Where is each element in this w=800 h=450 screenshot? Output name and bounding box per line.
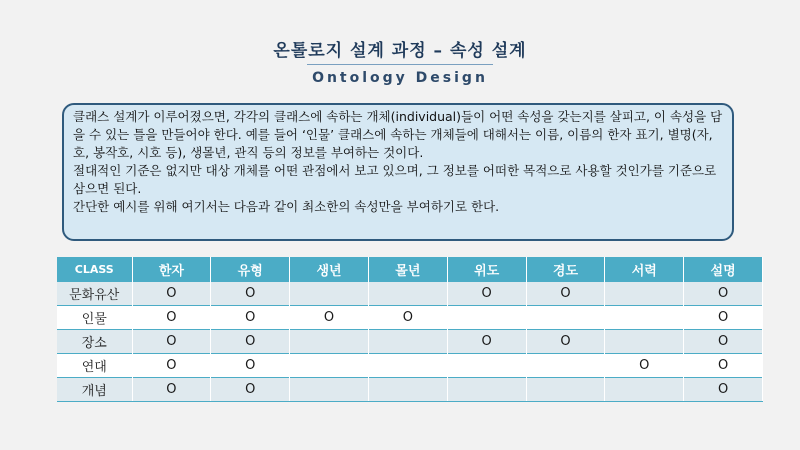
table-row [57,330,763,354]
table-cell [605,282,684,306]
table-cell: O [211,282,290,306]
description-box [62,103,734,241]
table-cell [526,354,605,378]
table-cell: 문화유산 [57,282,132,306]
table-row [57,282,763,306]
attribute-table [57,257,763,402]
table-cell: O [132,378,211,402]
page-subtitle: Ontology Design [312,70,488,86]
header-longitude: 경도 [526,257,605,282]
table-cell: O [684,330,763,354]
table-row [57,354,763,378]
table-cell [605,330,684,354]
table-cell [290,282,369,306]
table-cell [368,378,447,402]
table-cell: O [132,282,211,306]
table-row [57,306,763,330]
table-cell: 인물 [57,306,132,330]
description-paragraph-2: 절대적인 기준은 없지만 대상 개체를 어떤 관점에서 보고 있으며, 그 정보를 어떠한 목적으로 사용할 것인가를 기준으로 삼으면 된다. [73,163,717,196]
table-cell: O [368,306,447,330]
table-cell [290,330,369,354]
table-cell [447,306,526,330]
table-cell: O [132,330,211,354]
table-cell: O [684,306,763,330]
table-header-row [57,257,763,282]
page-title: 온톨로지 설계 과정 – 속성 설계 [273,41,527,61]
table-cell [368,330,447,354]
header-birth-year: 생년 [290,257,369,282]
table-cell: O [447,330,526,354]
table-cell: O [211,378,290,402]
table-cell: O [526,282,605,306]
header-class: CLASS [57,257,132,282]
table-cell [447,354,526,378]
table-cell: O [211,330,290,354]
table-cell: O [684,354,763,378]
header-hanja: 한자 [132,257,211,282]
header-description: 설명 [684,257,763,282]
table-cell: O [447,282,526,306]
table-cell [526,306,605,330]
table-cell [290,354,369,378]
header-death-year: 몰년 [368,257,447,282]
table-cell [290,378,369,402]
table-cell: 연대 [57,354,132,378]
table-row [57,378,763,402]
table-cell: O [605,354,684,378]
table-cell: O [211,306,290,330]
title-divider [307,64,493,65]
header-latitude: 위도 [447,257,526,282]
table-cell [605,306,684,330]
table-cell: O [684,282,763,306]
table-cell [526,378,605,402]
table-cell: O [684,378,763,402]
header-year-ad: 서력 [605,257,684,282]
description-paragraph-3: 간단한 예시를 위해 여기서는 다음과 같이 최소한의 속성만을 부여하기로 한다. [73,199,500,214]
table-cell: O [526,330,605,354]
header-type: 유형 [211,257,290,282]
table-cell: O [211,354,290,378]
table-cell [368,282,447,306]
table-cell: O [290,306,369,330]
table-cell [368,354,447,378]
table-cell: O [132,306,211,330]
table-cell: 장소 [57,330,132,354]
table-cell: 개념 [57,378,132,402]
description-paragraph-1: 클래스 설계가 이루어졌으면, 각각의 클래스에 속하는 개체(individual)들이 어떤 속성을 갖는지를 살피고, 이 속성을 담을 수 있는 틀을 만들어야 한다. 예를 들어 ‘인물’ 클래스에 속하는 개체들에 대해서는 이름, 이름의 한자 표기, 별명(자, 호, 봉작호, 시호 등), 생몰년, 관직 등의 정보를 부여하는 것이다. [73,109,723,160]
table-cell [447,378,526,402]
table-cell [605,378,684,402]
table-cell: O [132,354,211,378]
